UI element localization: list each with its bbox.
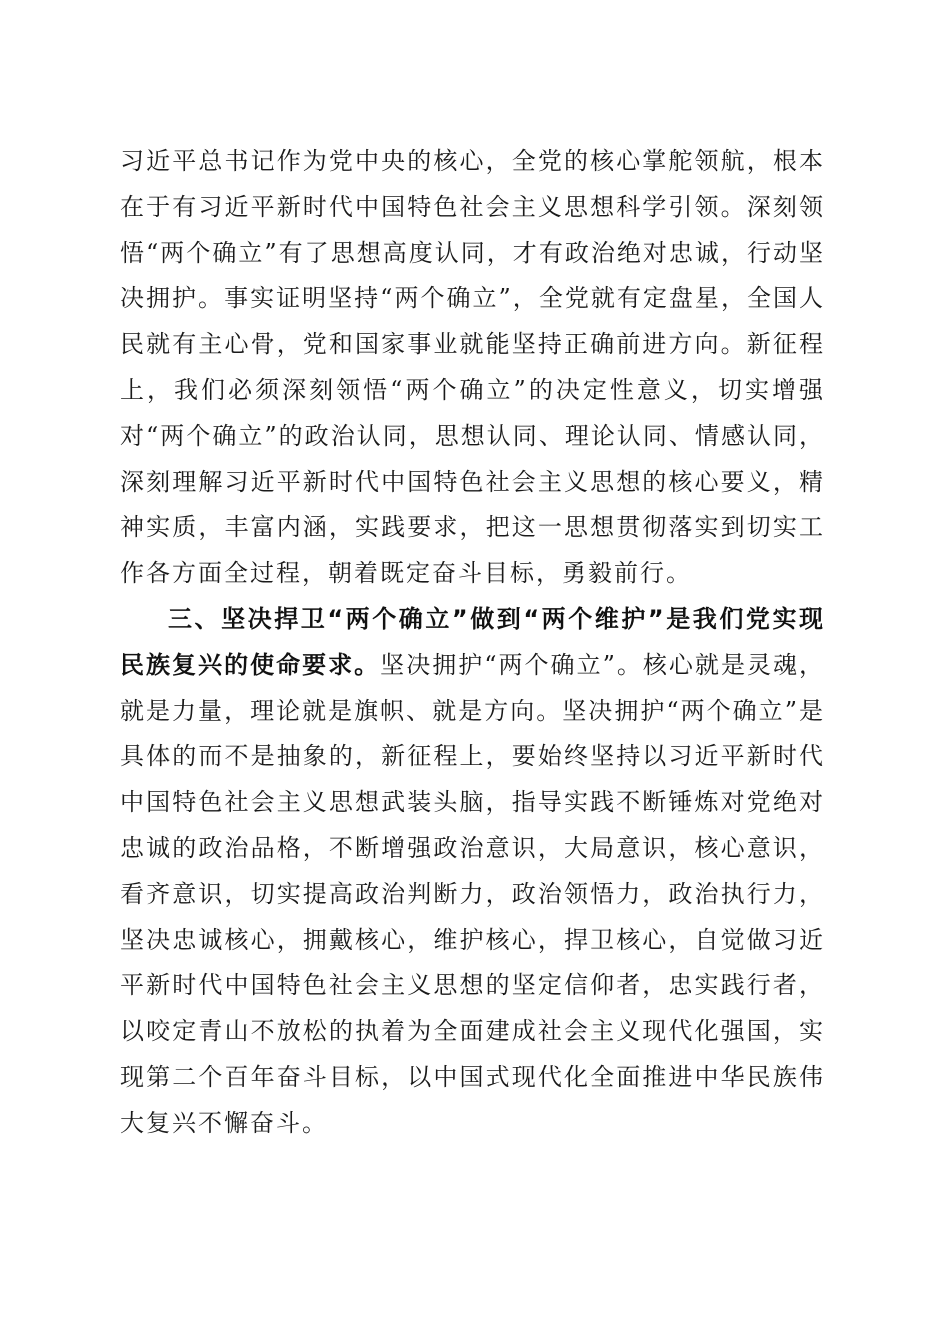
- paragraph-continuation: 习近平总书记作为党中央的核心，全党的核心掌舵领航，根本在于有习近平新时代中国特色社会主义思想科学引领。深刻领悟“两个确立”有了思想高度认同，才有政治绝对忠诚，行动坚决拥护。事实证明坚持“两个确立”，全党就有定盘星，全国人民就有主心骨，党和国家事业就能坚持正确前进方向。新征程上，我们必须深刻领悟“两个确立”的决定性意义，切实增强对“两个确立”的政治认同，思想认同、理论认同、情感认同，深刻理解习近平新时代中国特色社会主义思想的核心要义，精神实质，丰富内涵，实践要求，把这一思想贯彻落实到切实工作各方面全过程，朝着既定奋斗目标，勇毅前行。: [120, 147, 825, 588]
- document-body: [120, 139, 825, 1147]
- section-body: 坚决拥护“两个确立”。核心就是灵魂，就是力量，理论就是旗帜、就是方向。坚决拥护“两个确立”是具体的而不是抽象的，新征程上，要始终坚持以习近平新时代中国特色社会主义思想武装头脑，指导实践不断锤炼对党绝对忠诚的政治品格，不断增强政治意识，大局意识，核心意识，看齐意识，切实提高政治判断力，政治领悟力，政治执行力，坚决忠诚核心，拥戴核心，维护核心，捍卫核心，自觉做习近平新时代中国特色社会主义思想的坚定信仰者，忠实践行者，以咬定青山不放松的执着为全面建成社会主义现代化强国，实现第二个百年奋斗目标，以中国式现代化全面推进中华民族伟大复兴不懈奋斗。: [120, 650, 825, 1137]
- section-heading: 三、坚决捍卫“两个确立”做到“两个维护”是我们党实现民族复兴的使命要求。: [120, 604, 825, 679]
- paragraph-section-three: [120, 597, 825, 1147]
